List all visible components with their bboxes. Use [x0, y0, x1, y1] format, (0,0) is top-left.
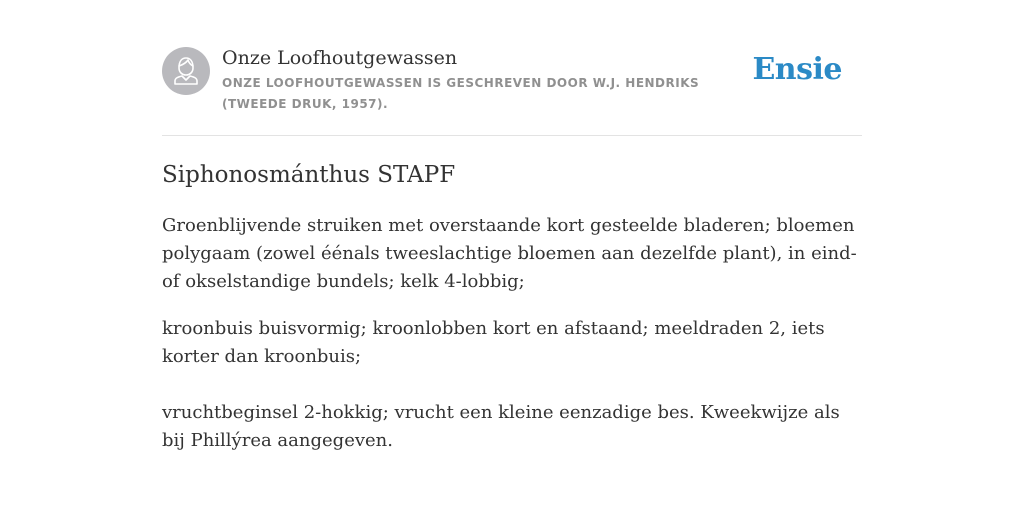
source-header [162, 46, 862, 136]
entry-paragraph-2: kroonbuis buisvormig; kroonlobben kort en afstaand; meeldraden 2, iets korter dan kroonbuis; [162, 318, 825, 367]
entry-paragraph-3: vruchtbeginsel 2-hokkig; vrucht een kleine eenzadige bes. Kweekwijze als bij Phillýrea aangegeven. [162, 402, 840, 451]
entry-paragraph-1: Groenblijvende struiken met overstaande kort gesteelde bladeren; bloemen polygaam (zowel éénals tweeslachtige bloemen aan dezelfde plant), in eind- of okselstandige bundels; kelk 4-lobbig; [162, 215, 857, 292]
source-title[interactable]: Onze Loofhoutgewassen [222, 47, 458, 69]
user-icon [162, 47, 210, 95]
ensie-logo[interactable]: Ensie [752, 52, 842, 87]
avatar [162, 47, 210, 95]
source-description: ONZE LOOFHOUTGEWASSEN IS GESCHREVEN DOOR W.J. HENDRIKS (TWEEDE DRUK, 1957). [222, 76, 700, 111]
entry-title: Siphonosmánthus STAPF [162, 162, 456, 188]
divider [162, 135, 862, 136]
